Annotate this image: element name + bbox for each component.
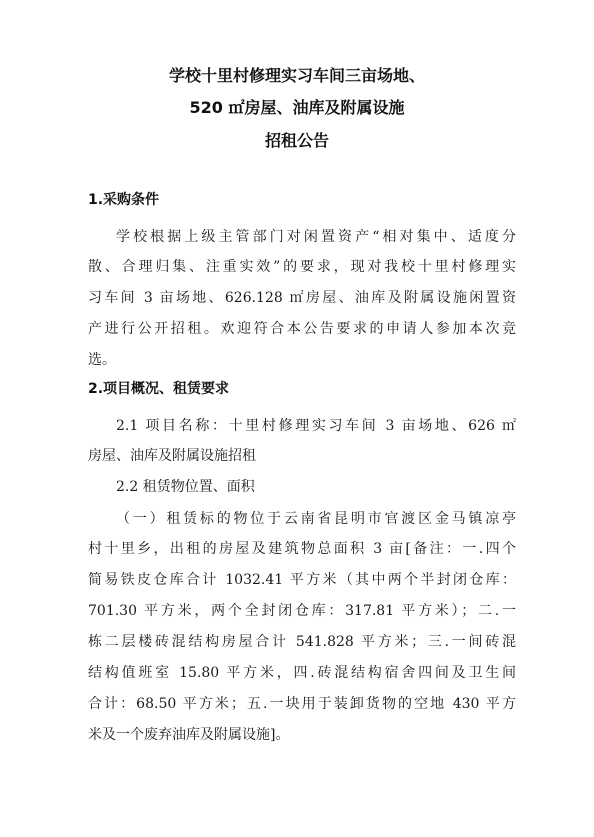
section-1-paragraph-line: 习车间 3 亩场地、626.128 ㎡房屋、油库及附属设施闲置资 (88, 290, 516, 306)
document-title-line-2: 520 ㎡房屋、油库及附属设施 (189, 98, 405, 117)
item-2-1-line: 房屋、油库及附属设施招租 (88, 448, 256, 464)
section-1-heading: 1.采购条件 (88, 192, 160, 208)
item-2-2-paragraph-line: 合计：68.50 平方米；五.一块用于装卸货物的空地 430 平方 (88, 696, 516, 712)
item-2-2-paragraph-line: （一）租赁标的物位于云南省昆明市官渡区金马镇凉亭 (116, 511, 516, 527)
section-1-paragraph-line: 产进行公开招租。欢迎符合本公告要求的申请人参加本次竞 (88, 321, 516, 337)
item-2-2-paragraph-line: 结构值班室 15.80 平方米，四.砖混结构宿舍四间及卫生间 (88, 665, 516, 681)
document-title-line-1: 学校十里村修理实习车间三亩场地、 (168, 66, 425, 85)
section-1-paragraph-line: 选。 (88, 352, 116, 368)
item-2-2-paragraph-line: 村十里乡，出租的房屋及建筑物总面积 3 亩[备注：一.四个 (88, 541, 516, 557)
item-2-2-paragraph-line: 米及一个废弃油库及附属设施]。 (88, 727, 290, 743)
item-2-2-heading: 2.2 租赁物位置、面积 (116, 479, 255, 495)
item-2-1-line: 2.1 项目名称：十里村修理实习车间 3 亩场地、626 ㎡ (116, 418, 516, 434)
item-2-2-paragraph-line: 栋二层楼砖混结构房屋合计 541.828 平方米；三.一间砖混 (88, 634, 516, 650)
section-1-paragraph-line: 学校根据上级主管部门对闲置资产“相对集中、适度分 (116, 229, 516, 245)
section-2-heading: 2.项目概况、租赁要求 (88, 381, 230, 397)
item-2-2-paragraph-line: 701.30 平方米，两个全封闭仓库：317.81 平方米）；二.一 (88, 603, 516, 619)
section-1-paragraph-line: 散、合理归集、注重实效”的要求，现对我校十里村修理实 (88, 259, 516, 275)
item-2-2-paragraph-line: 简易铁皮仓库合计 1032.41 平方米（其中两个半封闭仓库： (88, 572, 516, 588)
document-title-line-3: 招租公告 (264, 131, 329, 150)
